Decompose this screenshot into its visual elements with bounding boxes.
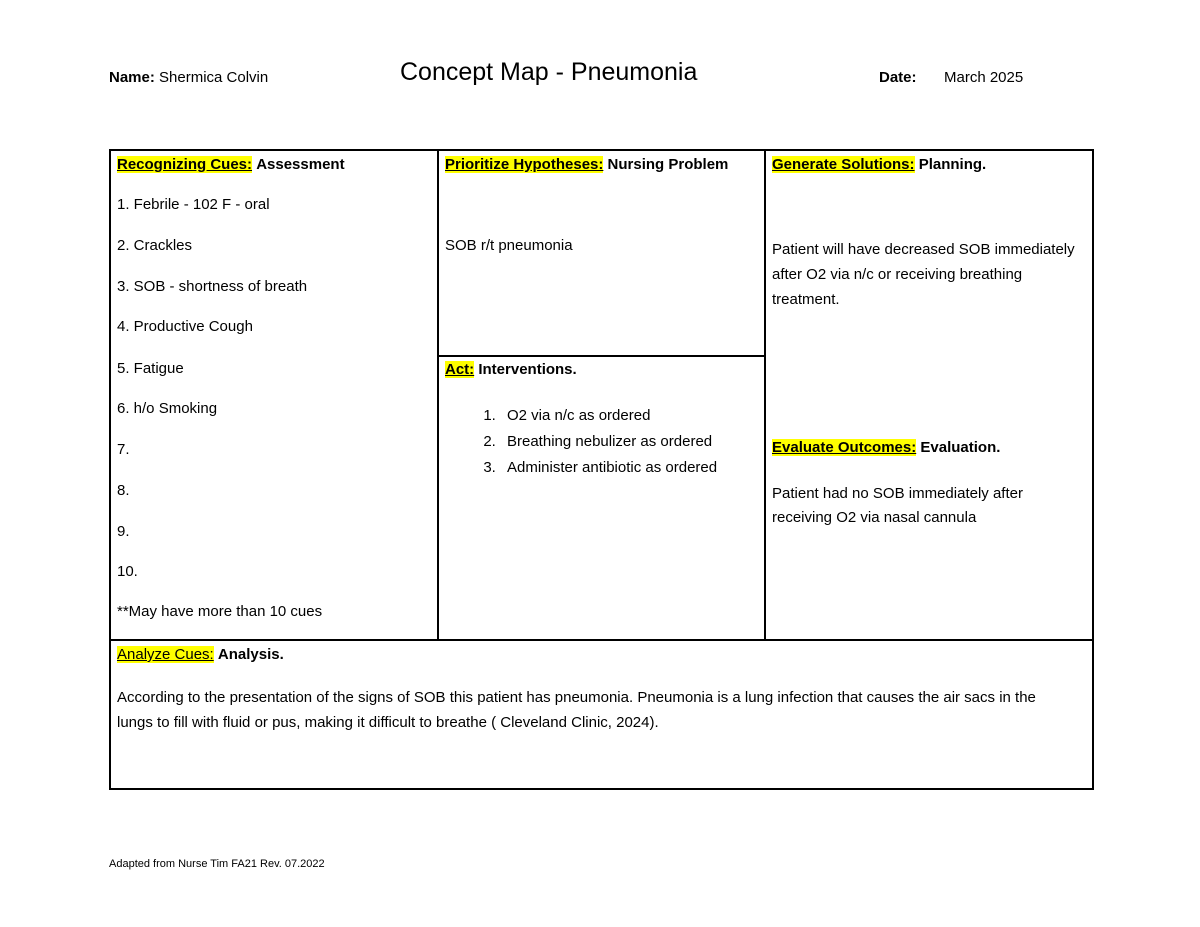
cue-item: 10.	[117, 563, 138, 580]
interventions-heading-line	[445, 361, 577, 378]
cue-item: 4. Productive Cough	[117, 318, 253, 335]
interventions-heading: Act:	[445, 361, 475, 378]
cue-item: 6. h/o Smoking	[117, 400, 218, 417]
problem-heading: Prioritize Hypotheses:	[445, 156, 604, 173]
analysis-subheading: Analysis.	[217, 646, 284, 663]
page-title: Concept Map - Pneumonia	[400, 58, 698, 86]
problem-subheading: Nursing Problem	[607, 156, 729, 173]
planning-subheading: Planning.	[918, 156, 987, 173]
problem-heading-line	[445, 156, 728, 173]
evaluation-subheading: Evaluation.	[920, 439, 1001, 456]
cue-item: 1. Febrile - 102 F - oral	[117, 196, 270, 213]
analysis-cell	[109, 639, 1094, 790]
planning-text: Patient will have decreased SOB immediately after O2 via n/c or receiving breathing treatment.	[772, 241, 1075, 308]
planning-heading-line	[772, 156, 986, 173]
analysis-heading-line	[117, 646, 284, 663]
footer-note: Adapted from Nurse Tim FA21 Rev. 07.2022	[109, 858, 325, 870]
date-label: Date:	[879, 69, 917, 86]
analysis-heading: Analyze Cues:	[117, 646, 214, 663]
nursing-problem-cell	[437, 149, 766, 357]
assessment-heading: Recognizing Cues:	[117, 156, 253, 173]
cue-item: 2. Crackles	[117, 237, 193, 254]
intervention-item: 3. Administer antibiotic as ordered	[500, 455, 717, 481]
intervention-item: 2. Breathing nebulizer as ordered	[500, 429, 717, 455]
planning-evaluation-cell	[764, 149, 1094, 641]
cue-item: 3. SOB - shortness of breath	[117, 278, 308, 295]
interventions-cell	[437, 355, 766, 641]
problem-text: SOB r/t pneumonia	[445, 237, 573, 254]
evaluation-text: Patient had no SOB immediately after receiving O2 via nasal cannula	[772, 485, 1023, 526]
cue-item: 8.	[117, 482, 130, 499]
date-value: March 2025	[944, 69, 1024, 86]
cue-item: 5. Fatigue	[117, 360, 184, 377]
assessment-heading-line	[117, 156, 345, 173]
assessment-cell	[109, 149, 439, 641]
analysis-text: According to the presentation of the signs of SOB this patient has pneumonia. Pneumonia is a lung infection that causes the air sacs in the lungs to fill with fluid or pus, making it difficult to breathe ( Cleveland Clinic, 2024).	[117, 689, 1036, 731]
planning-heading: Generate Solutions:	[772, 156, 915, 173]
intervention-item: 1. O2 via n/c as ordered	[500, 403, 717, 429]
student-name	[109, 69, 268, 86]
cue-note: **May have more than 10 cues	[117, 603, 323, 620]
cue-item: 7.	[117, 441, 130, 458]
evaluation-heading: Evaluate Outcomes:	[772, 439, 917, 456]
name-value: Shermica Colvin	[159, 69, 269, 86]
evaluation-heading-line	[772, 439, 1000, 456]
name-label: Name:	[109, 69, 155, 86]
assessment-subheading: Assessment	[256, 156, 345, 173]
cue-item: 9.	[117, 523, 130, 540]
interventions-list	[445, 403, 717, 481]
interventions-subheading: Interventions.	[478, 361, 577, 378]
